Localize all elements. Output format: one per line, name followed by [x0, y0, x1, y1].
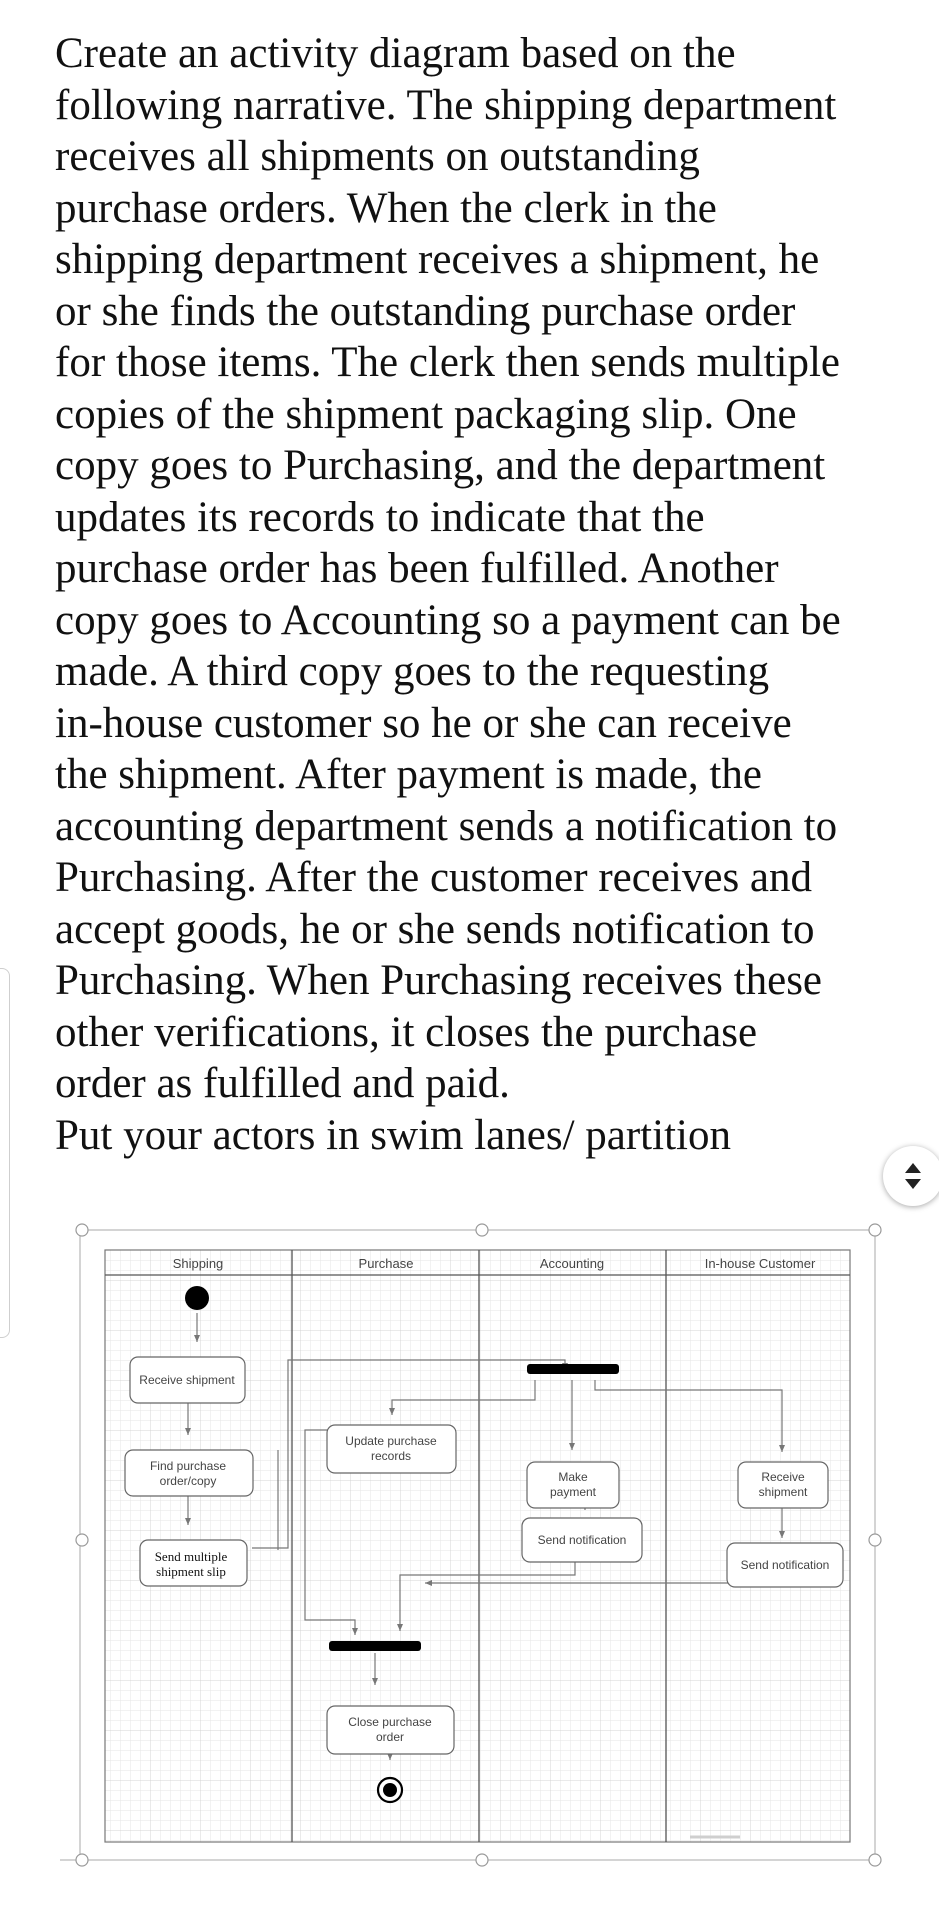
update-purchase-records-label: records	[370, 1449, 412, 1463]
join-bar	[329, 1641, 421, 1651]
activity-diagram	[0, 1180, 939, 1919]
find-purchase-order-label: Find purchase	[149, 1459, 227, 1473]
narrative-line: updates its records to indicate that the	[55, 493, 705, 541]
narrative-line: for those items. The clerk then sends multiple	[55, 339, 840, 386]
update-purchase-records-label: Update purchase	[345, 1434, 437, 1448]
initial-node	[185, 1286, 209, 1310]
lane-title-purchase: Purchase	[358, 1256, 414, 1271]
send-shipment-slip-label: Send multiple	[154, 1549, 228, 1564]
narrative-instruction: Put your actors in swim lanes/ partition	[55, 1111, 731, 1159]
lane-title-shipping: Shipping	[172, 1256, 224, 1271]
close-purchase-order-label: order	[375, 1730, 405, 1744]
find-purchase-order-node	[125, 1450, 253, 1496]
lane-title-in-house-customer: In-house Customer	[704, 1256, 816, 1271]
find-purchase-order-label: order/copy	[159, 1474, 217, 1488]
narrative-line: copy goes to Purchasing, and the department	[55, 442, 826, 489]
narrative-line: following narrative. The shipping department	[55, 81, 837, 129]
narrative-line: in-house customer so he or she can receive	[55, 699, 792, 747]
receive-shipment-customer-label: shipment	[758, 1485, 808, 1499]
send-notification-customer-label: Send notification	[740, 1558, 830, 1572]
receive-shipment-customer-label: Receive	[761, 1470, 805, 1484]
close-purchase-order-label: Close purchase	[348, 1715, 432, 1729]
narrative-text	[55, 28, 905, 1161]
narrative-line: or she finds the outstanding purchase order	[55, 287, 796, 335]
narrative-line: order as fulfilled and paid.	[55, 1060, 510, 1107]
final-node-dot	[383, 1783, 397, 1797]
narrative-line: Create an activity diagram based on the	[55, 30, 736, 77]
make-payment-label: payment	[549, 1485, 597, 1499]
send-shipment-slip-label: shipment slip	[156, 1564, 226, 1579]
narrative-line: other verifications, it closes the purchase	[55, 1008, 758, 1056]
lane-title-accounting: Accounting	[539, 1256, 605, 1271]
arrow-up-icon	[905, 1163, 921, 1173]
send-notification-accounting-label: Send notification	[537, 1533, 627, 1547]
narrative-line: copy goes to Accounting so a payment can be	[55, 596, 841, 644]
narrative-line: copies of the shipment packaging slip. One	[55, 390, 797, 438]
fork-bar	[527, 1364, 619, 1374]
narrative-line: accounting department sends a notification to	[55, 802, 838, 850]
narrative-line: purchase order has been fulfilled. Another	[55, 545, 779, 592]
receive-shipment-label: Receive shipment	[139, 1373, 235, 1387]
narrative-line: receives all shipments on outstanding	[55, 133, 700, 180]
narrative-line: shipping department receives a shipment, he	[55, 236, 820, 283]
narrative-line: purchase orders. When the clerk in the	[55, 184, 717, 232]
narrative-line: Purchasing. After the customer receives and	[55, 854, 813, 901]
narrative-line: accept goods, he or she sends notification to	[55, 905, 815, 953]
narrative-line: made. A third copy goes to the requesting	[55, 648, 770, 695]
narrative-line: the shipment. After payment is made, the	[55, 751, 762, 798]
make-payment-label: Make	[558, 1470, 588, 1484]
narrative-line: Purchasing. When Purchasing receives these	[55, 957, 823, 1004]
